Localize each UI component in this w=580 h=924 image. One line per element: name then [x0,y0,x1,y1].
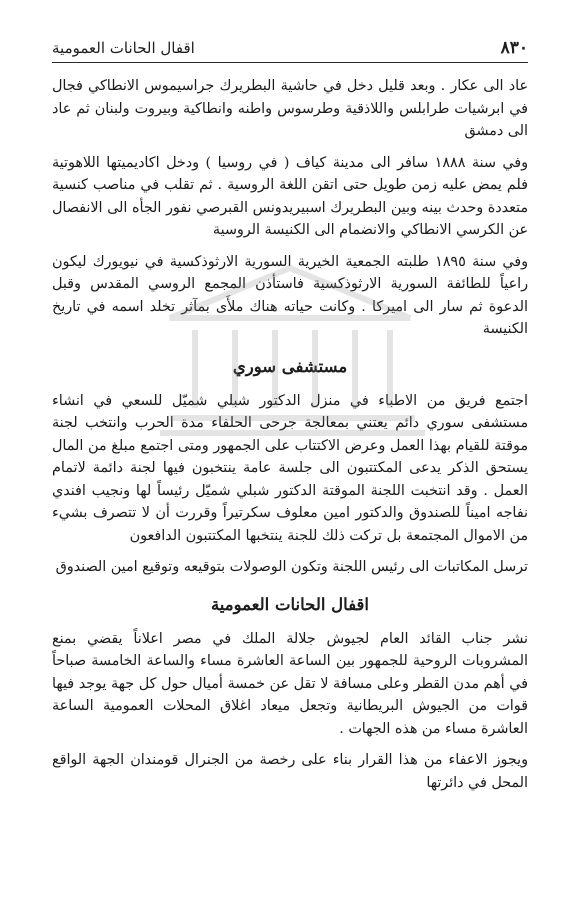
paragraph-bars-1: نشر جناب القائد العام لجيوش جلالة الملك في مصر اعلاناً يقضي بمنع المشروبات الروحية للجمهور بين الساعة العاشرة مساء والساعة الخامسة صباحاً في أهم مدن القطر وعلى مسافة لا تقل عن خمسة أميال حول كل جهة يوجد فيها قوات من الجيوش البريطانية وتجعل ميعاد اغلاق المحلات العمومية الساعة العاشرة مساء من هذه الجهات . [52,630,528,737]
paragraph-biography-3: وفي سنة ١٨٩٥ طلبته الجمعية الخيرية السورية الارثوذكسية في نيويورك ليكون راعياً للطائفة السورية الارثوذكسية فاستأذن المجمع الروسي المقدس وقبل الدعوة ثم سار الى اميركا . وكانت حياته هناك ملأَى بمآثر تخلد اسمه في تاريخ الكنيسة [52,253,528,337]
section-heading-bars: اقفال الحانات العمومية [210,594,370,614]
running-header [52,38,528,63]
page-number: ٨٣٠ [500,38,528,58]
paragraph-hospital-1: اجتمع فريق من الاطباء في منزل الدكتور شبلي شميّل للسعي في انشاء مستشفى سوري دائم يعتني بمعالجة جرحى الحلفاء مدة الحرب وانتخب لجنة موقتة للقيام بهذا العمل وعرض الاكتتاب على الجمهور ومتى اجتمع مبلغ من المال يستحق الذكر يدعى المكتتبون الى جلسة عامة ينتخبون فيها لجنة دائمة لاتمام العمل . وقد انتخبت اللجنة الموقتة الدكتور شبلي شميّل رئيساً لها ونجيب افندي نفاجه اميناً للصندوق والدكتور امين معلوف سكرتيراً وقررت أن لا تتصرف بشيء من الاموال المجتمعة بل تركت ذلك للجنة ينتخبها المكتتبون الدافعون [52,392,528,544]
running-title: اقفال الحانات العمومية [52,39,195,57]
paragraph-bars-2: ويجوز الاعفاء من هذا القرار بناء على رخصة من الجنرال قومندان الجهة الواقع المحل في دائرتها [52,752,528,791]
paragraph-hospital-2: ترسل المكاتبات الى رئيس اللجنة وتكون الوصولات بتوقيعه وتوقيع امين الصندوق [55,559,528,575]
section-heading-hospital: مستشفى سوري [232,356,348,376]
paragraph-biography-2: وفي سنة ١٨٨٨ سافر الى مدينة كياف ( في روسيا ) ودخل اكاديميتها اللاهوتية فلم يمض عليه زمن طويل حتى اتقن اللغة الروسية . ثم تقلب في مناصب كنسية متعددة وحدث بينه وبين البطريرك اسبيريدونس القبرصي نفور الجأه الى الانفصال عن الكرسي الانطاكي والانضمام الى الكنيسة الروسية [52,154,529,238]
paragraph-biography-1: عاد الى عكار . وبعد قليل دخل في حاشية البطريرك جراسيموس الانطاكي فجال في ابرشيات طرابلس واللاذقية وطرسوس واطنه وانطاكية وبيروت ولبنان ثم عاد الى دمشق [52,78,528,139]
